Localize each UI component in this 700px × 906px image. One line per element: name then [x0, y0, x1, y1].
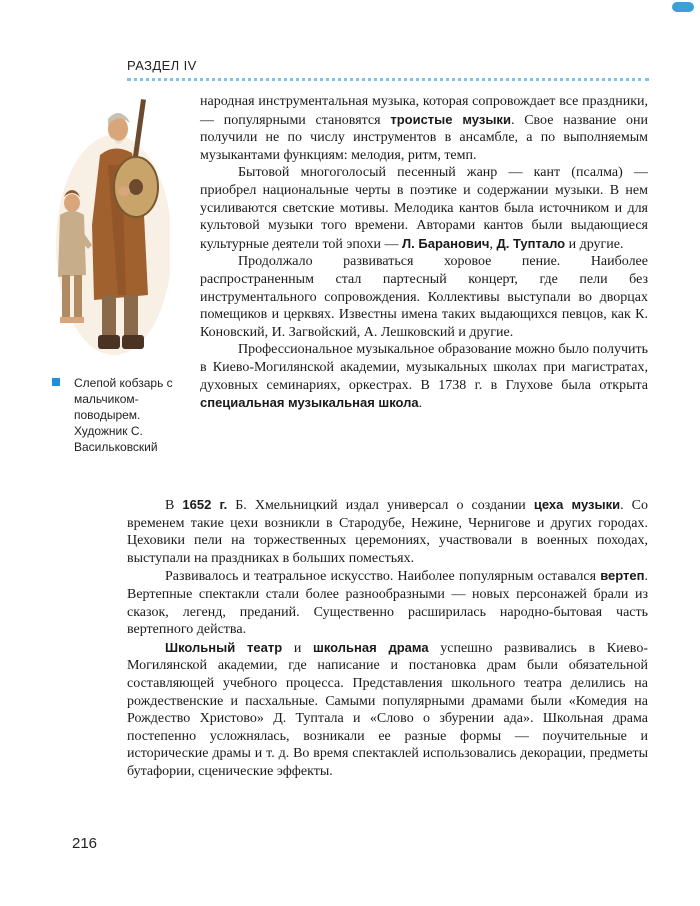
- term-school-drama: школьная драма: [312, 639, 429, 655]
- caption-bullet-icon: [52, 378, 60, 386]
- paragraph: народная инструментальная музыка, которая сопровождает все праздники,— популярными становятся троистые музыки. Свое название они получили не по числу инструментов в ансамбле, а по выполняемым музыкантами функциям: мелодия, ритм, темп.: [200, 94, 648, 163]
- wide-text-column: [127, 496, 648, 781]
- date-1652: 1652 г.: [182, 497, 228, 512]
- paragraph: Развивалось и театральное искусство. Наиболее популярным оставался вертеп. Вертепные спектакли стали более разнообразными — новых персонажей брали из сказок, легенд, преданий. Существенно расширилась народно-бытовая часть вертепного действа.: [127, 568, 648, 638]
- term-music-school: специальная музыкальная школа: [200, 395, 419, 411]
- illustration-blind-kobzar: [48, 95, 170, 360]
- paragraph: В 1652 г. Б. Хмельницкий издал универсал о создании цеха музыки. Со временем такие цехи возникли в Стародубе, Нежине, Чернигове и других городах. Цеховики пели на торжественных церемониях, участвовали в военных походах, выступали на праздниках в больших поместьях.: [127, 497, 648, 566]
- header-divider: [127, 78, 649, 81]
- caption-text: Слепой кобзарь с мальчиком-поводырем. Художник С. Васильковский: [74, 376, 173, 454]
- paragraph: Продолжало развиваться хоровое пение. Наиболее распространенным стал партесный концерт, где пели без инструментального сопровождения. Коллективы выступали во дворцах помещиков и церквях. Известны имена таких выдающихся певцов, как К. Коновский, И. Загвойский, А. Лешковский и другие.: [200, 254, 648, 340]
- term-school-theatre: Школьный театр: [165, 639, 283, 655]
- term-troistye-muzyki: троистые музыки: [390, 111, 511, 127]
- figure-caption: [52, 375, 180, 455]
- kobzar-painting-icon: [48, 95, 170, 360]
- section-header: РАЗДЕЛ IV: [127, 58, 197, 73]
- name-tuptalo: Д. Туптало: [496, 235, 566, 251]
- paragraph: Школьный театр и школьная драма успешно развивались в Киево-Могилянской академии, где написание и постановка драм были обязательной составляющей учебного процесса. Представления школьного театра делились на рождественские и пасхальные. Самыми популярными драмами были «Комедия на Рождество Христово» Д. Туптала и «Слово о збурении ада». Школьная драма постепенно усложнялась, возникали ее разные формы — поучительные и исторические драмы и т. д. Во время спектаклей использовались декорации, предметы бутафории, сценические эффекты.: [127, 639, 648, 779]
- term-tsekh-muzyki: цеха музыки: [533, 497, 621, 512]
- paragraph: Бытовой многоголосый песенный жанр — кант (псалма) — приобрел национальные черты в поэтике и содержании музыки. В нем усиливаются светские мотивы. Мелодика кантов была источником и для культовой музыки того времени. Авторами кантов были выдающиеся культурные деятели той эпохи — Л. Баранович, Д. Туптало и другие.: [200, 165, 648, 252]
- page-number: 216: [72, 835, 98, 852]
- narrow-text-column: [200, 93, 648, 413]
- term-vertep: вертеп: [600, 568, 645, 584]
- name-baranovich: Л. Баранович: [402, 235, 490, 251]
- publisher-logo-icon: [672, 2, 694, 12]
- paragraph: Профессиональное музыкальное образование можно было получить в Киево-Могилянской академии, музыкальных школах при магистратах, духовных семинариях, оркестрах. В 1738 г. в Глухове была открыта специальная музыкальная школа.: [200, 342, 648, 412]
